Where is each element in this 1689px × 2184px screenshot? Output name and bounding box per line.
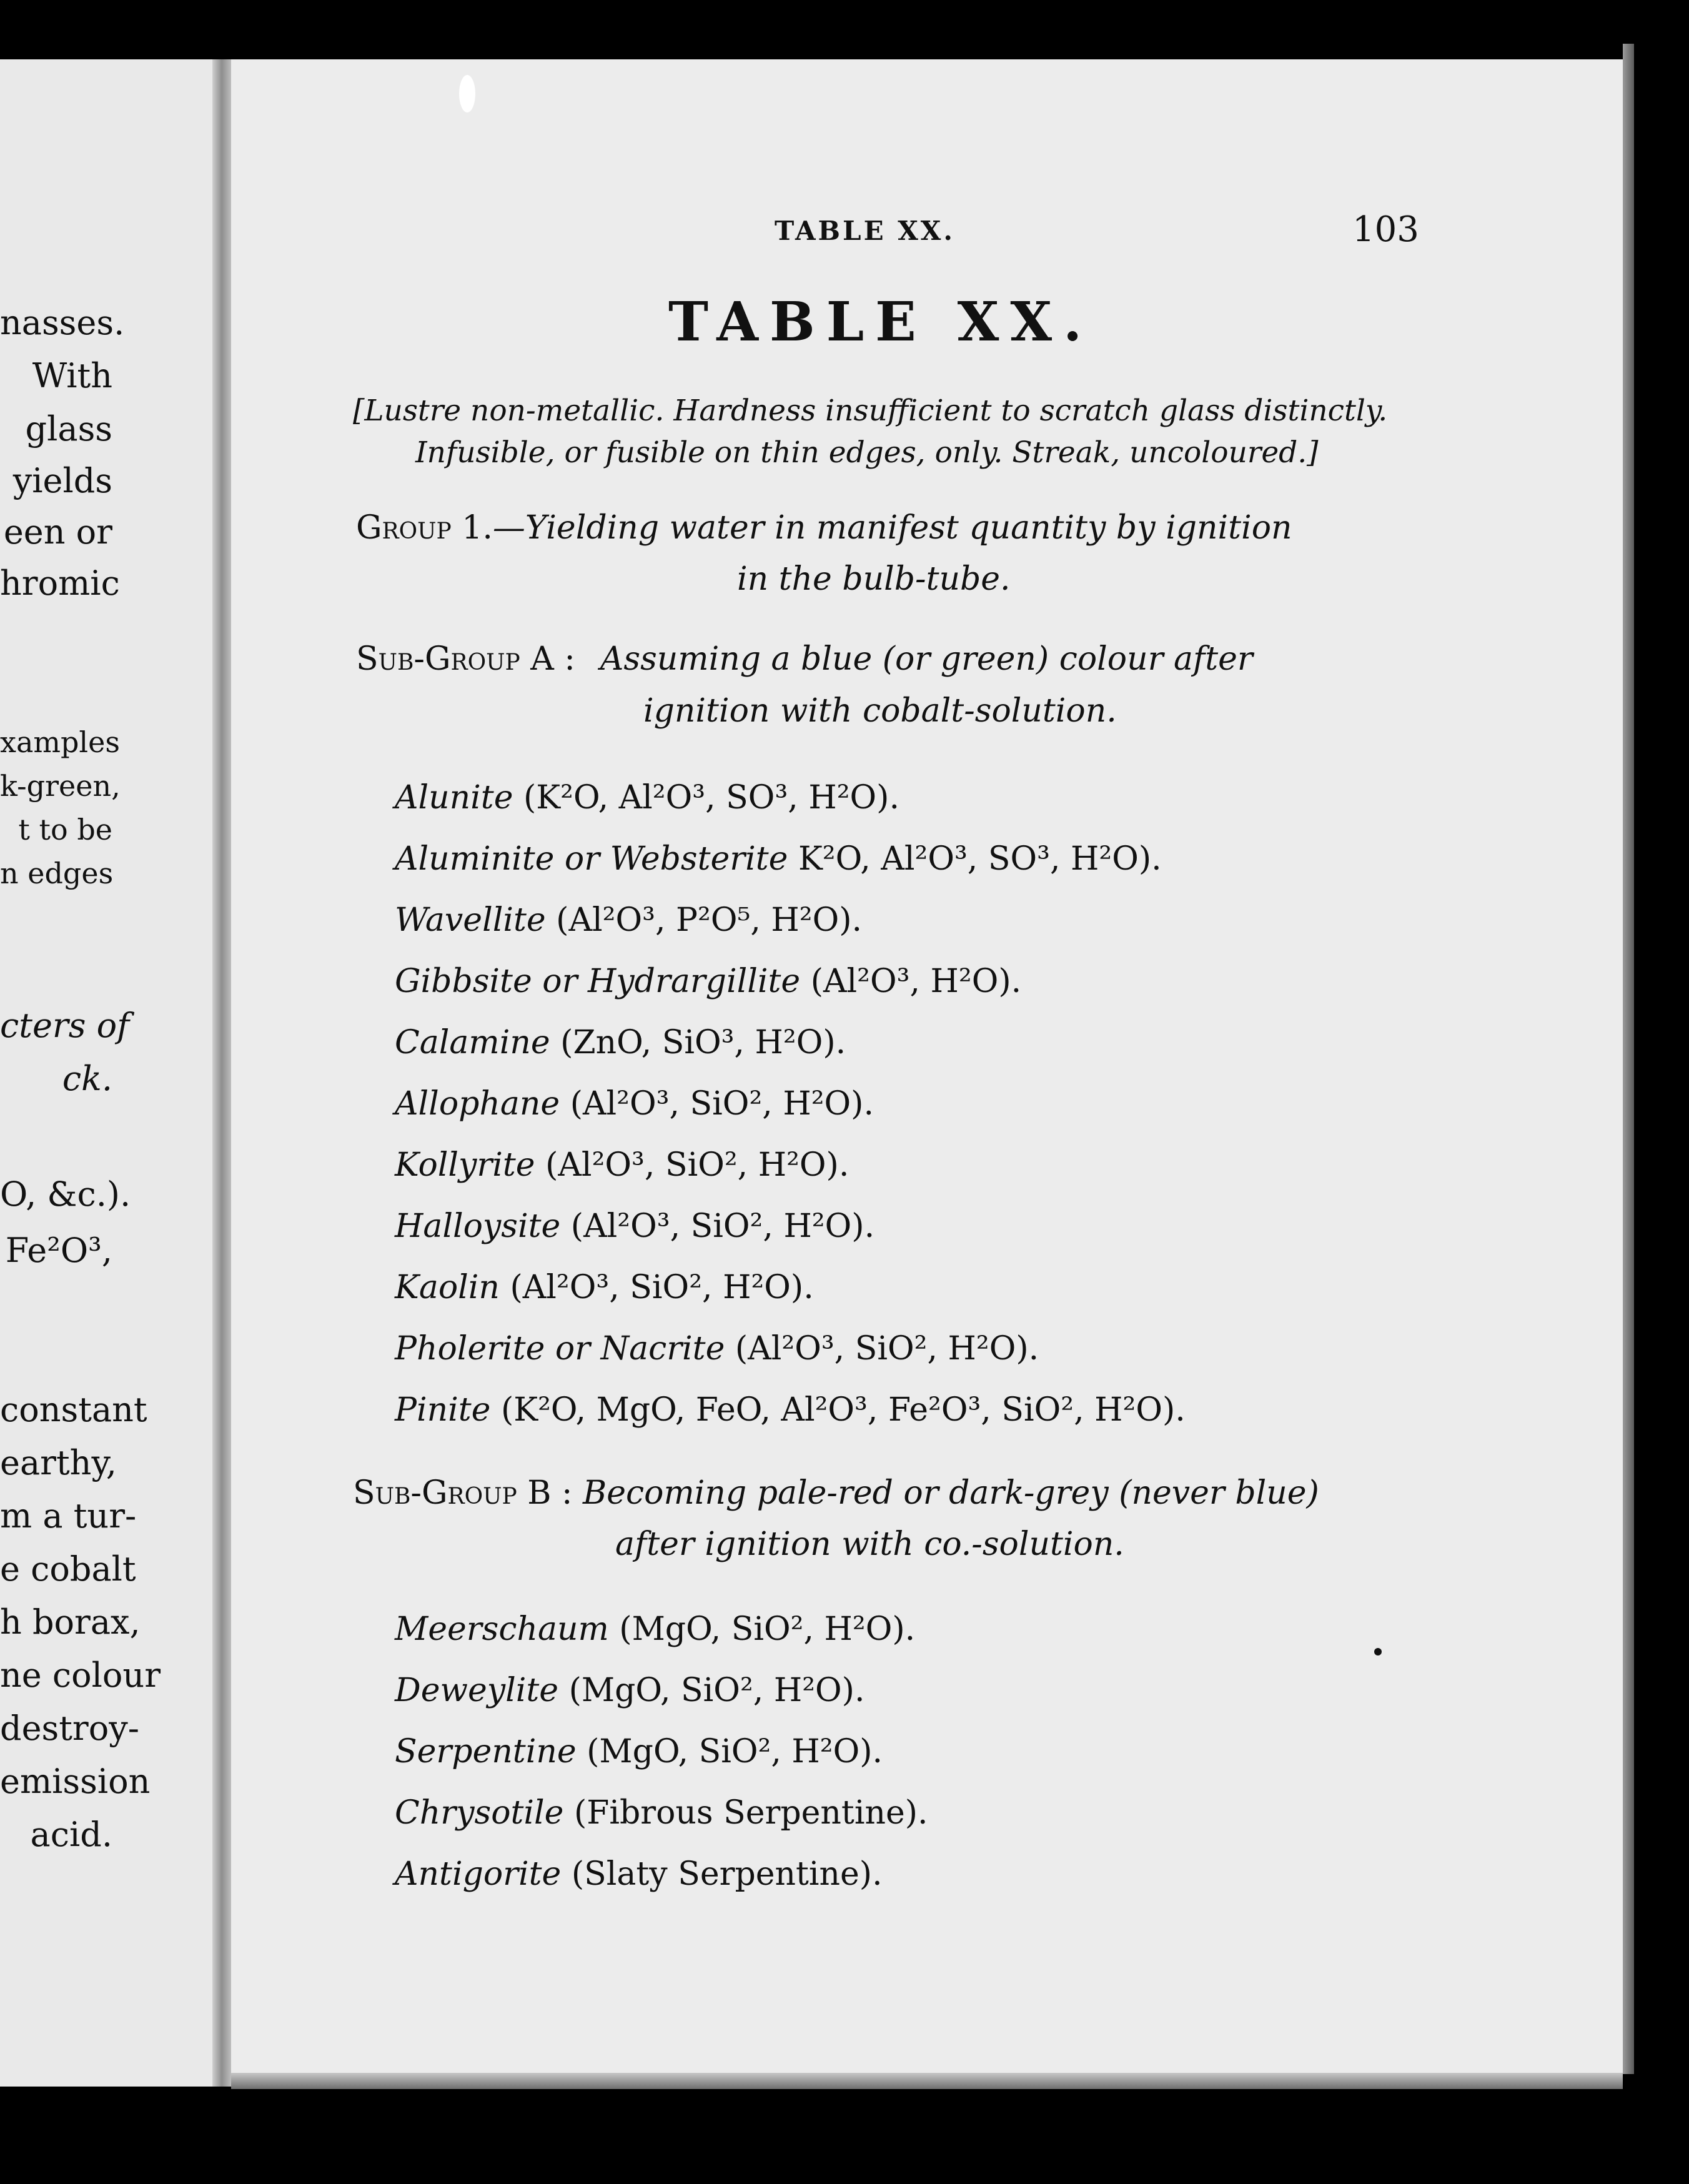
mineral-formula: K²O, Al²O³, SO³, H²O). — [788, 840, 1162, 878]
mineral-formula: (Slaty Serpentine). — [561, 1855, 883, 1893]
left-text-line: constant — [0, 1390, 147, 1429]
left-text-line: t to be — [18, 813, 112, 846]
left-text-line: With — [32, 356, 112, 395]
left-text-line: n edges — [0, 856, 114, 890]
subgroup-b-heading — [353, 1474, 1319, 1512]
left-text-line: acid. — [30, 1815, 112, 1854]
mineral-formula: (Al²O³, SiO², H²O). — [535, 1146, 849, 1184]
paper-speck — [459, 75, 475, 112]
group-1-description-cont: in the bulb-tube. — [737, 560, 1011, 598]
left-text-line: yields — [12, 461, 112, 500]
mineral-name: Alunite — [395, 779, 513, 817]
subgroup-b-description: Becoming pale-red or dark-grey (never blue) — [583, 1474, 1319, 1512]
mineral-entry — [395, 963, 1021, 1000]
left-text-line: xamples — [0, 725, 120, 759]
mineral-formula: (MgO, SiO², H²O). — [576, 1733, 883, 1770]
mineral-name: Gibbsite or Hydrargillite — [395, 963, 801, 1000]
group-1-heading — [356, 509, 1292, 547]
group-1-label: Group 1. — [356, 509, 493, 547]
mineral-entry — [395, 1391, 1186, 1429]
mineral-entry — [395, 840, 1162, 878]
mineral-name: Pinite — [395, 1391, 491, 1429]
mineral-formula: (Fibrous Serpentine). — [563, 1794, 928, 1832]
left-text-line: earthy, — [0, 1443, 117, 1482]
left-text-line: m a tur- — [0, 1496, 137, 1536]
mineral-entry — [395, 1672, 864, 1709]
mineral-entry — [395, 779, 899, 817]
mineral-name: Allophane — [395, 1085, 560, 1123]
mineral-formula: (Al²O³, H²O). — [800, 963, 1022, 1000]
subgroup-a-label: Sub-Group A : — [356, 640, 575, 678]
subgroup-a-heading — [356, 640, 1253, 678]
mineral-entry — [395, 1208, 874, 1245]
ink-dot — [1374, 1648, 1382, 1655]
mineral-entry — [395, 1146, 849, 1184]
mineral-formula: (Al²O³, P²O⁵, H²O). — [545, 901, 863, 939]
left-text-line: een or — [3, 512, 112, 552]
left-text-line: cters of — [0, 1006, 130, 1045]
mineral-name: Kollyrite — [395, 1146, 535, 1184]
mineral-name: Wavellite — [395, 901, 546, 939]
mineral-name: Kaolin — [395, 1269, 500, 1306]
subgroup-b-description-cont: after ignition with co.-solution. — [615, 1526, 1124, 1563]
mineral-formula: (Al²O³, SiO², H²O). — [560, 1085, 874, 1123]
page-bottom-edge — [231, 2073, 1623, 2089]
mineral-entry — [395, 1330, 1039, 1367]
left-text-line: glass — [25, 409, 112, 449]
left-text-line: ne colour — [0, 1655, 161, 1695]
mineral-name: Aluminite or Websterite — [395, 840, 788, 878]
mineral-entry — [395, 1085, 874, 1123]
mineral-formula: (MgO, SiO², H²O). — [558, 1672, 865, 1709]
mineral-entry — [395, 1269, 814, 1306]
left-text-line: h borax, — [0, 1602, 141, 1642]
mineral-formula: (Al²O³, SiO², H²O). — [499, 1269, 814, 1306]
page-title: TABLE XX. — [668, 290, 1094, 354]
mineral-entry — [395, 1733, 883, 1770]
mineral-name: Serpentine — [395, 1733, 577, 1770]
running-head: TABLE XX. — [775, 216, 956, 246]
mineral-name: Pholerite or Nacrite — [395, 1330, 725, 1367]
note-line-1: [Lustre non-metallic. Hardness insufficient to scratch glass distinctly. — [353, 394, 1388, 428]
right-page — [231, 59, 1623, 2087]
subgroup-a-description: Assuming a blue (or green) colour after — [600, 640, 1253, 678]
mineral-name: Antigorite — [395, 1855, 562, 1893]
mineral-formula: (ZnO, SiO³, H²O). — [550, 1024, 846, 1061]
left-text-line: k-green, — [0, 769, 121, 803]
page-edge — [1623, 44, 1634, 2074]
mineral-formula: (MgO, SiO², H²O). — [608, 1611, 916, 1648]
subgroup-a-description-cont: ignition with cobalt-solution. — [643, 692, 1117, 730]
left-text-line: emission — [0, 1762, 151, 1801]
group-1-description: —Yielding water in manifest quantity by ignition — [492, 509, 1292, 547]
mineral-formula: (K²O, MgO, FeO, Al²O³, Fe²O³, SiO², H²O). — [490, 1391, 1186, 1429]
page-number: 103 — [1352, 209, 1419, 250]
subgroup-b-label: Sub-Group B : — [353, 1474, 573, 1512]
mineral-entry — [395, 1024, 846, 1061]
left-text-line: nasses. — [0, 303, 125, 342]
mineral-name: Halloysite — [395, 1208, 561, 1245]
mineral-formula: (Al²O³, SiO², H²O). — [725, 1330, 1039, 1367]
mineral-entry — [395, 1611, 915, 1648]
left-text-line: O, &c.). — [0, 1174, 131, 1214]
book-gutter — [212, 59, 231, 2087]
left-facing-page — [0, 59, 219, 2087]
mineral-name: Meerschaum — [395, 1611, 609, 1648]
left-text-line: e cobalt — [0, 1549, 136, 1589]
left-text-line: Fe²O³, — [5, 1231, 112, 1270]
mineral-name: Calamine — [395, 1024, 550, 1061]
mineral-entry — [395, 901, 862, 939]
left-text-line: hromic — [0, 563, 120, 603]
mineral-formula: (K²O, Al²O³, SO³, H²O). — [513, 779, 899, 817]
left-text-line: ck. — [62, 1059, 112, 1098]
mineral-entry — [395, 1855, 883, 1893]
mineral-name: Chrysotile — [395, 1794, 564, 1832]
left-text-line: destroy- — [0, 1709, 140, 1748]
mineral-name: Deweylite — [395, 1672, 559, 1709]
mineral-formula: (Al²O³, SiO², H²O). — [560, 1208, 875, 1245]
note-line-2: Infusible, or fusible on thin edges, only. Streak, uncoloured.] — [415, 435, 1319, 470]
mineral-entry — [395, 1794, 928, 1832]
